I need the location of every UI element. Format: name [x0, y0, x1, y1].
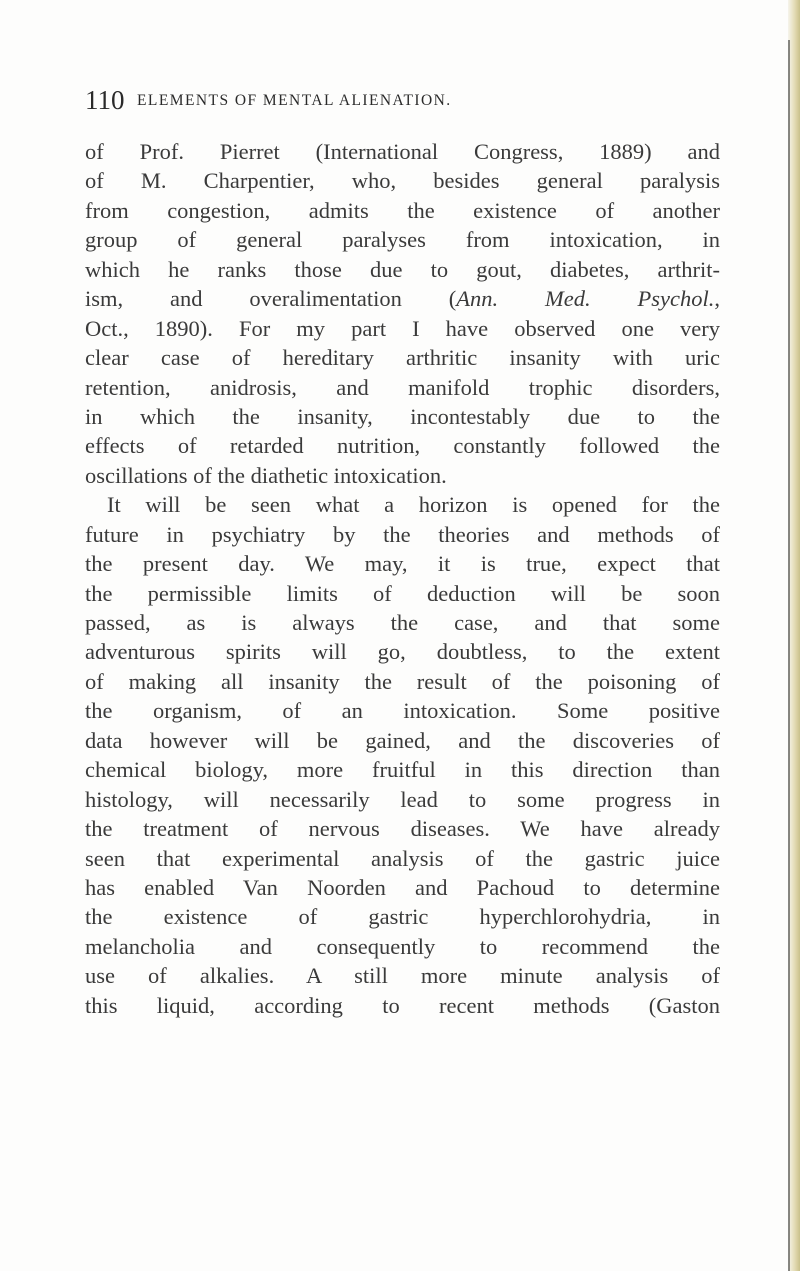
text-line: Oct., 1890). For my part I have observed one very — [85, 315, 720, 341]
text-line: this liquid, according to recent methods (Gaston — [85, 992, 720, 1018]
text-line: has enabled Van Noorden and Pachoud to determine — [85, 874, 720, 900]
text-line: future in psychiatry by the theories and methods of — [85, 521, 720, 547]
text-line: melancholia and consequently to recommend the — [85, 933, 720, 959]
page-number: 110 — [85, 85, 125, 115]
text-line: oscillations of the diathetic intoxication. — [85, 462, 447, 488]
text-line: in which the insanity, incontestably due to the — [85, 403, 720, 429]
text-line: the treatment of nervous diseases. We have already — [85, 816, 720, 842]
text-line: effects of retarded nutrition, constantly followed the — [85, 433, 720, 459]
running-head — [85, 84, 725, 116]
text-line: seen that experimental analysis of the gastric juice — [85, 845, 720, 871]
text-line: which he ranks those due to gout, diabetes, arthrit- — [85, 256, 720, 282]
text-line: histology, will necessarily lead to some progress in — [85, 786, 720, 812]
running-title: ELEMENTS OF MENTAL ALIENATION. — [137, 92, 452, 109]
text-line: the organism, of an intoxication. Some positive — [85, 698, 720, 724]
text-segment: , — [714, 286, 720, 312]
text-line: clear case of hereditary arthritic insanity with uric — [85, 345, 720, 371]
text-line: of M. Charpentier, who, besides general paralysis — [85, 168, 720, 194]
text-line: group of general paralyses from intoxication, in — [85, 227, 720, 253]
text-line: the present day. We may, it is true, expect that — [85, 551, 720, 577]
text-line: from congestion, admits the existence of another — [85, 197, 720, 223]
binding-line — [788, 40, 790, 1271]
text-line: the existence of gastric hyperchlorohydria, in — [85, 904, 720, 930]
text-line: adventurous spirits will go, doubtless, to the extent — [85, 639, 720, 665]
body-text — [85, 137, 720, 1020]
text-line: of making all insanity the result of the poisoning of — [85, 668, 720, 694]
text-segment: ism, and overalimentation ( — [85, 286, 457, 312]
text-line: data however will be gained, and the discoveries of — [85, 727, 720, 753]
text-line: the permissible limits of deduction will be soon — [85, 580, 720, 606]
text-line: of Prof. Pierret (International Congress, 1889) and — [85, 139, 720, 164]
text-line: use of alkalies. A still more minute analysis of — [85, 963, 720, 989]
text-line: retention, anidrosis, and manifold trophic disorders, — [85, 374, 720, 400]
text-line-with-citation — [85, 284, 720, 313]
text-line: chemical biology, more fruitful in this direction than — [85, 757, 720, 783]
text-line: It will be seen what a horizon is opened for the — [107, 492, 720, 518]
journal-citation: Ann. Med. Psychol. — [456, 286, 715, 312]
text-line: passed, as is always the case, and that some — [85, 610, 720, 635]
